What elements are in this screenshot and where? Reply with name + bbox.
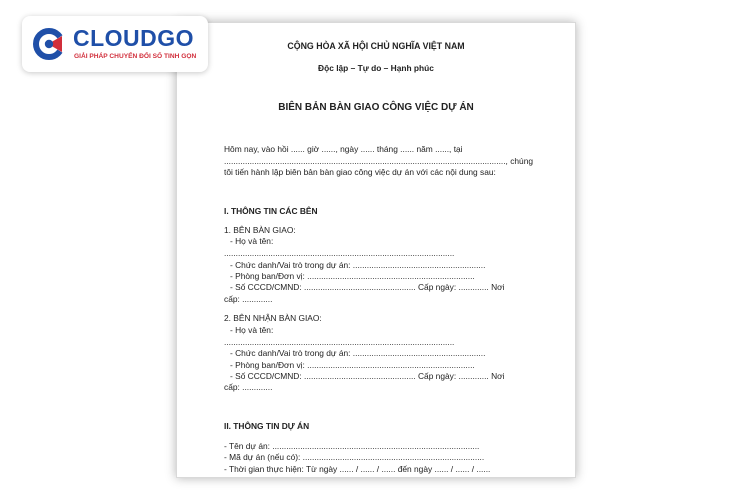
intro-line-2: ........................................................................................................................., chúng [224, 156, 534, 166]
motto: Độc lập – Tự do – Hạnh phúc [318, 63, 434, 73]
section-1-heading: I. THÔNG TIN CÁC BÊN [224, 206, 318, 216]
party-b-issue-place: cấp: ............. [224, 382, 273, 392]
party-b-role: - Chức danh/Vai trò trong dự án: ......................................................... [230, 348, 486, 358]
cloudgo-logo [22, 16, 208, 72]
party-b-name: - Họ và tên: [230, 325, 274, 335]
document-title: BIÊN BẢN BÀN GIAO CÔNG VIỆC DỰ ÁN [278, 102, 474, 113]
intro-line-1: Hôm nay, vào hồi ...... giờ ......, ngày ...... tháng ...... năm ......, tại [224, 144, 463, 154]
party-a-heading: 1. BÊN BÀN GIAO: [224, 225, 296, 235]
logo-name: CLOUDGO [73, 25, 195, 51]
national-title: CỘNG HÒA XÃ HỘI CHỦ NGHĨA VIỆT NAM [287, 41, 465, 51]
logo-tagline: GIẢI PHÁP CHUYỂN ĐỔI SỐ TINH GỌN [74, 53, 197, 60]
party-a-dept: - Phòng ban/Đơn vị: ........................................................................ [230, 271, 475, 281]
party-a-role: - Chức danh/Vai trò trong dự án: ......................................................... [230, 260, 486, 270]
party-b-heading: 2. BÊN NHẬN BÀN GIAO: [224, 313, 322, 323]
party-b-dept: - Phòng ban/Đơn vị: ........................................................................ [230, 360, 475, 370]
party-a-name: - Họ và tên: [230, 236, 274, 246]
project-name: - Tên dự án: ......................................................................................... [224, 441, 480, 451]
party-a-name-dots: ................................................................................................... [224, 248, 455, 258]
intro-line-3: tôi tiến hành lập biên bản bàn giao công việc dự án với các nội dung sau: [224, 167, 496, 177]
party-b-name-dots: ................................................................................................... [224, 337, 455, 347]
party-a-issue-place: cấp: ............. [224, 294, 273, 304]
cloudgo-logo-icon [32, 27, 66, 61]
party-a-id: - Số CCCD/CMND: ................................................ Cấp ngày: ............. Nơi [230, 282, 505, 292]
document-page [176, 22, 576, 478]
section-2-heading: II. THÔNG TIN DỰ ÁN [224, 421, 310, 431]
project-time: - Thời gian thực hiện: Từ ngày ...... / ...... / ...... đến ngày ...... / ...... / ...... [224, 464, 491, 474]
party-b-id: - Số CCCD/CMND: ................................................ Cấp ngày: ............. Nơi [230, 371, 505, 381]
project-code: - Mã dự án (nếu có): .............................................................................. [224, 452, 485, 462]
